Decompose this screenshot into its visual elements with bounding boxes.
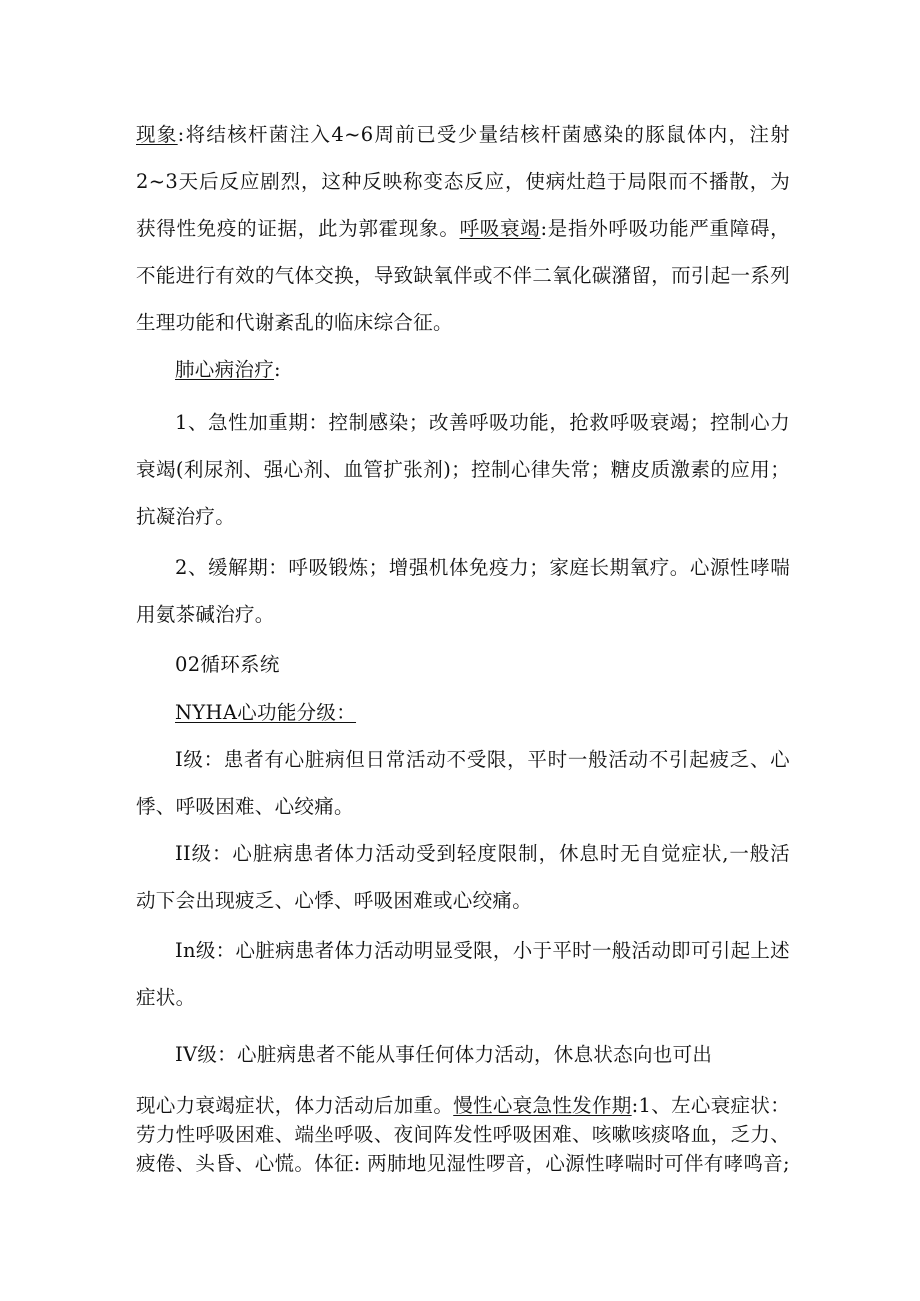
heading-cor-pulmonale-treatment: 肺心病治疗 — [175, 358, 275, 381]
paragraph-chronic-heart-failure — [136, 1091, 790, 1178]
section-heading-cor-pulmonale — [136, 346, 790, 393]
paragraph-koch-respiratory-failure — [136, 111, 790, 346]
paragraph-acute-exacerbation: 1、急性加重期：控制感染；改善呼吸功能，抢救呼吸衰竭；控制心力衰竭(利尿剂、强心剂、血管扩张剂)；控制心律失常；糖皮质激素的应用；抗凝治疗。 — [136, 411, 790, 528]
paragraph-nyha-class-4: IV级：心脏病患者不能从事任何体力活动，休息状态向也可出 — [175, 1043, 713, 1066]
class-4-continuation: 现心力衰竭症状，体力活动后加重。 — [136, 1094, 454, 1117]
term-koch-phenomenon: 现象 — [136, 123, 178, 146]
term-chronic-hf-acute-episode: 慢性心衰急性发作期 — [453, 1094, 632, 1117]
term-respiratory-failure: 呼吸衰竭 — [459, 217, 541, 240]
respiratory-failure-definition: :是指外呼吸功能严重障碍，不能进行有效的气体交换，导致缺氧伴或不伴二氧化碳潴留，而引起一系列生理功能和代谢紊乱的临床综合征。 — [136, 217, 790, 334]
paragraph-nyha-class-1: I级：患者有心脏病但日常活动不受限，平时一般活动不引起疲乏、心悸、呼吸困难、心绞痛。 — [136, 748, 790, 818]
koch-definition: :将结核杆菌注入4~6周前已受少量结核杆菌感染的豚鼠体内，注射2~3天后反应剧烈，这种反映称变态反应，使病灶趋于局限而不播散，为获得性免疫的证据，此为郭霍现象。 — [136, 123, 790, 240]
left-heart-failure-symptoms: :1、左心衰症状：劳力性呼吸困难、端坐呼吸、夜间阵发性呼吸困难、咳嗽咳痰咯血，乏力、疲倦、头昏、心慌。体征: 两肺地见湿性啰音，心源性哮喘时可伴有哮鸣音; — [136, 1094, 790, 1175]
section-heading-circulatory-system: 02循环系统 — [175, 653, 280, 676]
heading-colon: : — [274, 358, 281, 381]
heading-nyha-classification: NYHA心功能分级： — [175, 701, 357, 724]
section-heading-nyha — [136, 689, 790, 736]
paragraph-nyha-class-2: II级：心脏病患者体力活动受到轻度限制，休息时无自觉症状,一般活动下会出现疲乏、心悸、呼吸困难或心绞痛。 — [136, 842, 790, 912]
paragraph-nyha-class-3: In级：心脏病患者体力活动明显受限，小于平时一般活动即可引起上述症状。 — [136, 939, 790, 1009]
paragraph-remission: 2、缓解期：呼吸锻炼；增强机体免疫力；家庭长期氧疗。心源性哮喘用氨茶碱治疗。 — [136, 556, 790, 626]
